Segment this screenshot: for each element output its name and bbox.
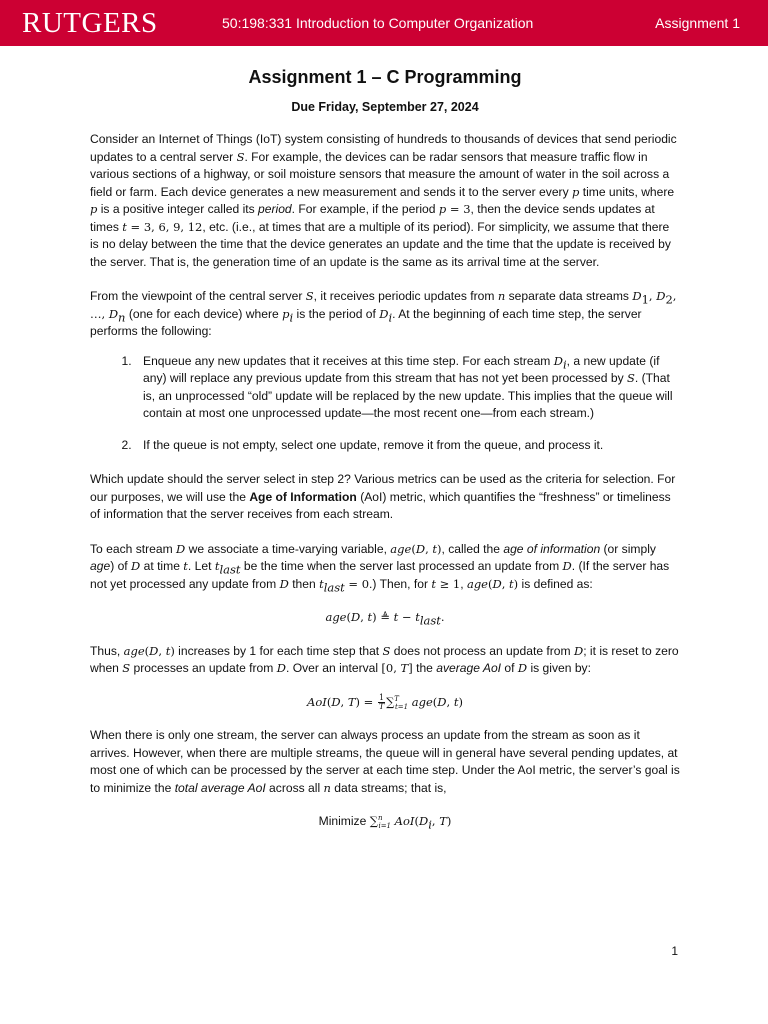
paragraph-intro: Consider an Internet of Things (IoT) system consisting of hundreds to thousands of devices that send periodic updates to a central server S. For example, the devices can be radar sensors that measure traffic flow in various sections of a highway, or soil moisture sensors that measure the amount of water in the soil across a field or farm. Each device generates a new measurement and sends it to the server every p time units, where p is a positive integer called its period. For example, if the period p = 3, then the device sends updates at times t = 3, 6, 9, 12, etc. (i.e., at times that are a multiple of its period). For simplicity, we assume that there is no delay between the time that the device generates an update and the time that the update is received by the server. That is, the generation time of an update is the same as its arrival time at the server. [90, 132, 677, 269]
rutgers-logo: RUTGERS [22, 7, 158, 39]
paragraph-goal: When there is only one stream, the server can always process an update from the stream as soon as it arrives. However, when there are multiple streams, the queue will in general have several pending updates, at most one of which can be processed by the server at each time step. Under the AoI metric, the server’s goal is to minimize the total average AoI across all n data streams; that is, [90, 728, 680, 795]
equation-age: age(D, t) ≜ $t - t_{last}$. [325, 610, 445, 628]
list-item: 2. If the queue is not empty, select one update, remove it from the queue, and process it. [135, 437, 680, 455]
due-date: Due Friday, September 27, 2024 [291, 100, 479, 114]
list-item: 1. Enqueue any new updates that it receives at this time step. For each stream $D_i$, a new update (if any) will replace any previous update from this stream that has not yet been processed by S. (That is, an unprocessed “old” update will be replaced by the new update. This implies that the queue will contain at most one unprocessed update—the most recent one—from each stream.) [135, 353, 680, 423]
paragraph-streams: From the viewpoint of the central server S, it receives periodic updates from n separate data streams $D_1$, $D_2$, …, $D_n$ (one for each device) where $p_i$ is the period of $D_i$. At the beginning of each time step, the server performs the following: [90, 289, 677, 338]
document-body [90, 62, 680, 847]
equation-minimize: Minimize ∑$^n_{i=1}$ $AoI(D_i$, T) [318, 813, 452, 832]
page-number: 1 [671, 944, 678, 958]
assignment-label: Assignment 1 [655, 15, 740, 31]
equation-average-aoi: AoI(D, T) = $\frac{1}{T}$ ∑$^T_{t=1}$ age(D, t) [307, 692, 463, 711]
paragraph-aoi-intro: Which update should the server select in step 2? Various metrics can be used as the criteria for selection. For our purposes, we will use the Age of Information (AoI) metric, which quantifies the “freshness” or timeliness of information that the server receives from each stream. [90, 472, 676, 521]
paragraph-average-aoi: Thus, age(D, t) increases by 1 for each time step that S does not process an update from D; it is reset to zero when S processes an update from D. Over an interval [0, T] the average AoI of D is given by: [90, 643, 679, 675]
page-title: Assignment 1 – C Programming [248, 67, 522, 87]
course-title: 50:198:331 Introduction to Computer Organization [222, 15, 534, 31]
header-bar [0, 0, 768, 46]
server-steps-list [90, 353, 680, 455]
paragraph-age-definition: To each stream D we associate a time-varying variable, age(D, t), called the age of information (or simply age) of D at time t. Let $t_{last}$ be the time when the server last processed an update from D. (If the server has not yet processed any update from D then $t_{last} = 0$.) Then, for t ≥ 1, age(D, t) is defined as: [90, 541, 670, 594]
